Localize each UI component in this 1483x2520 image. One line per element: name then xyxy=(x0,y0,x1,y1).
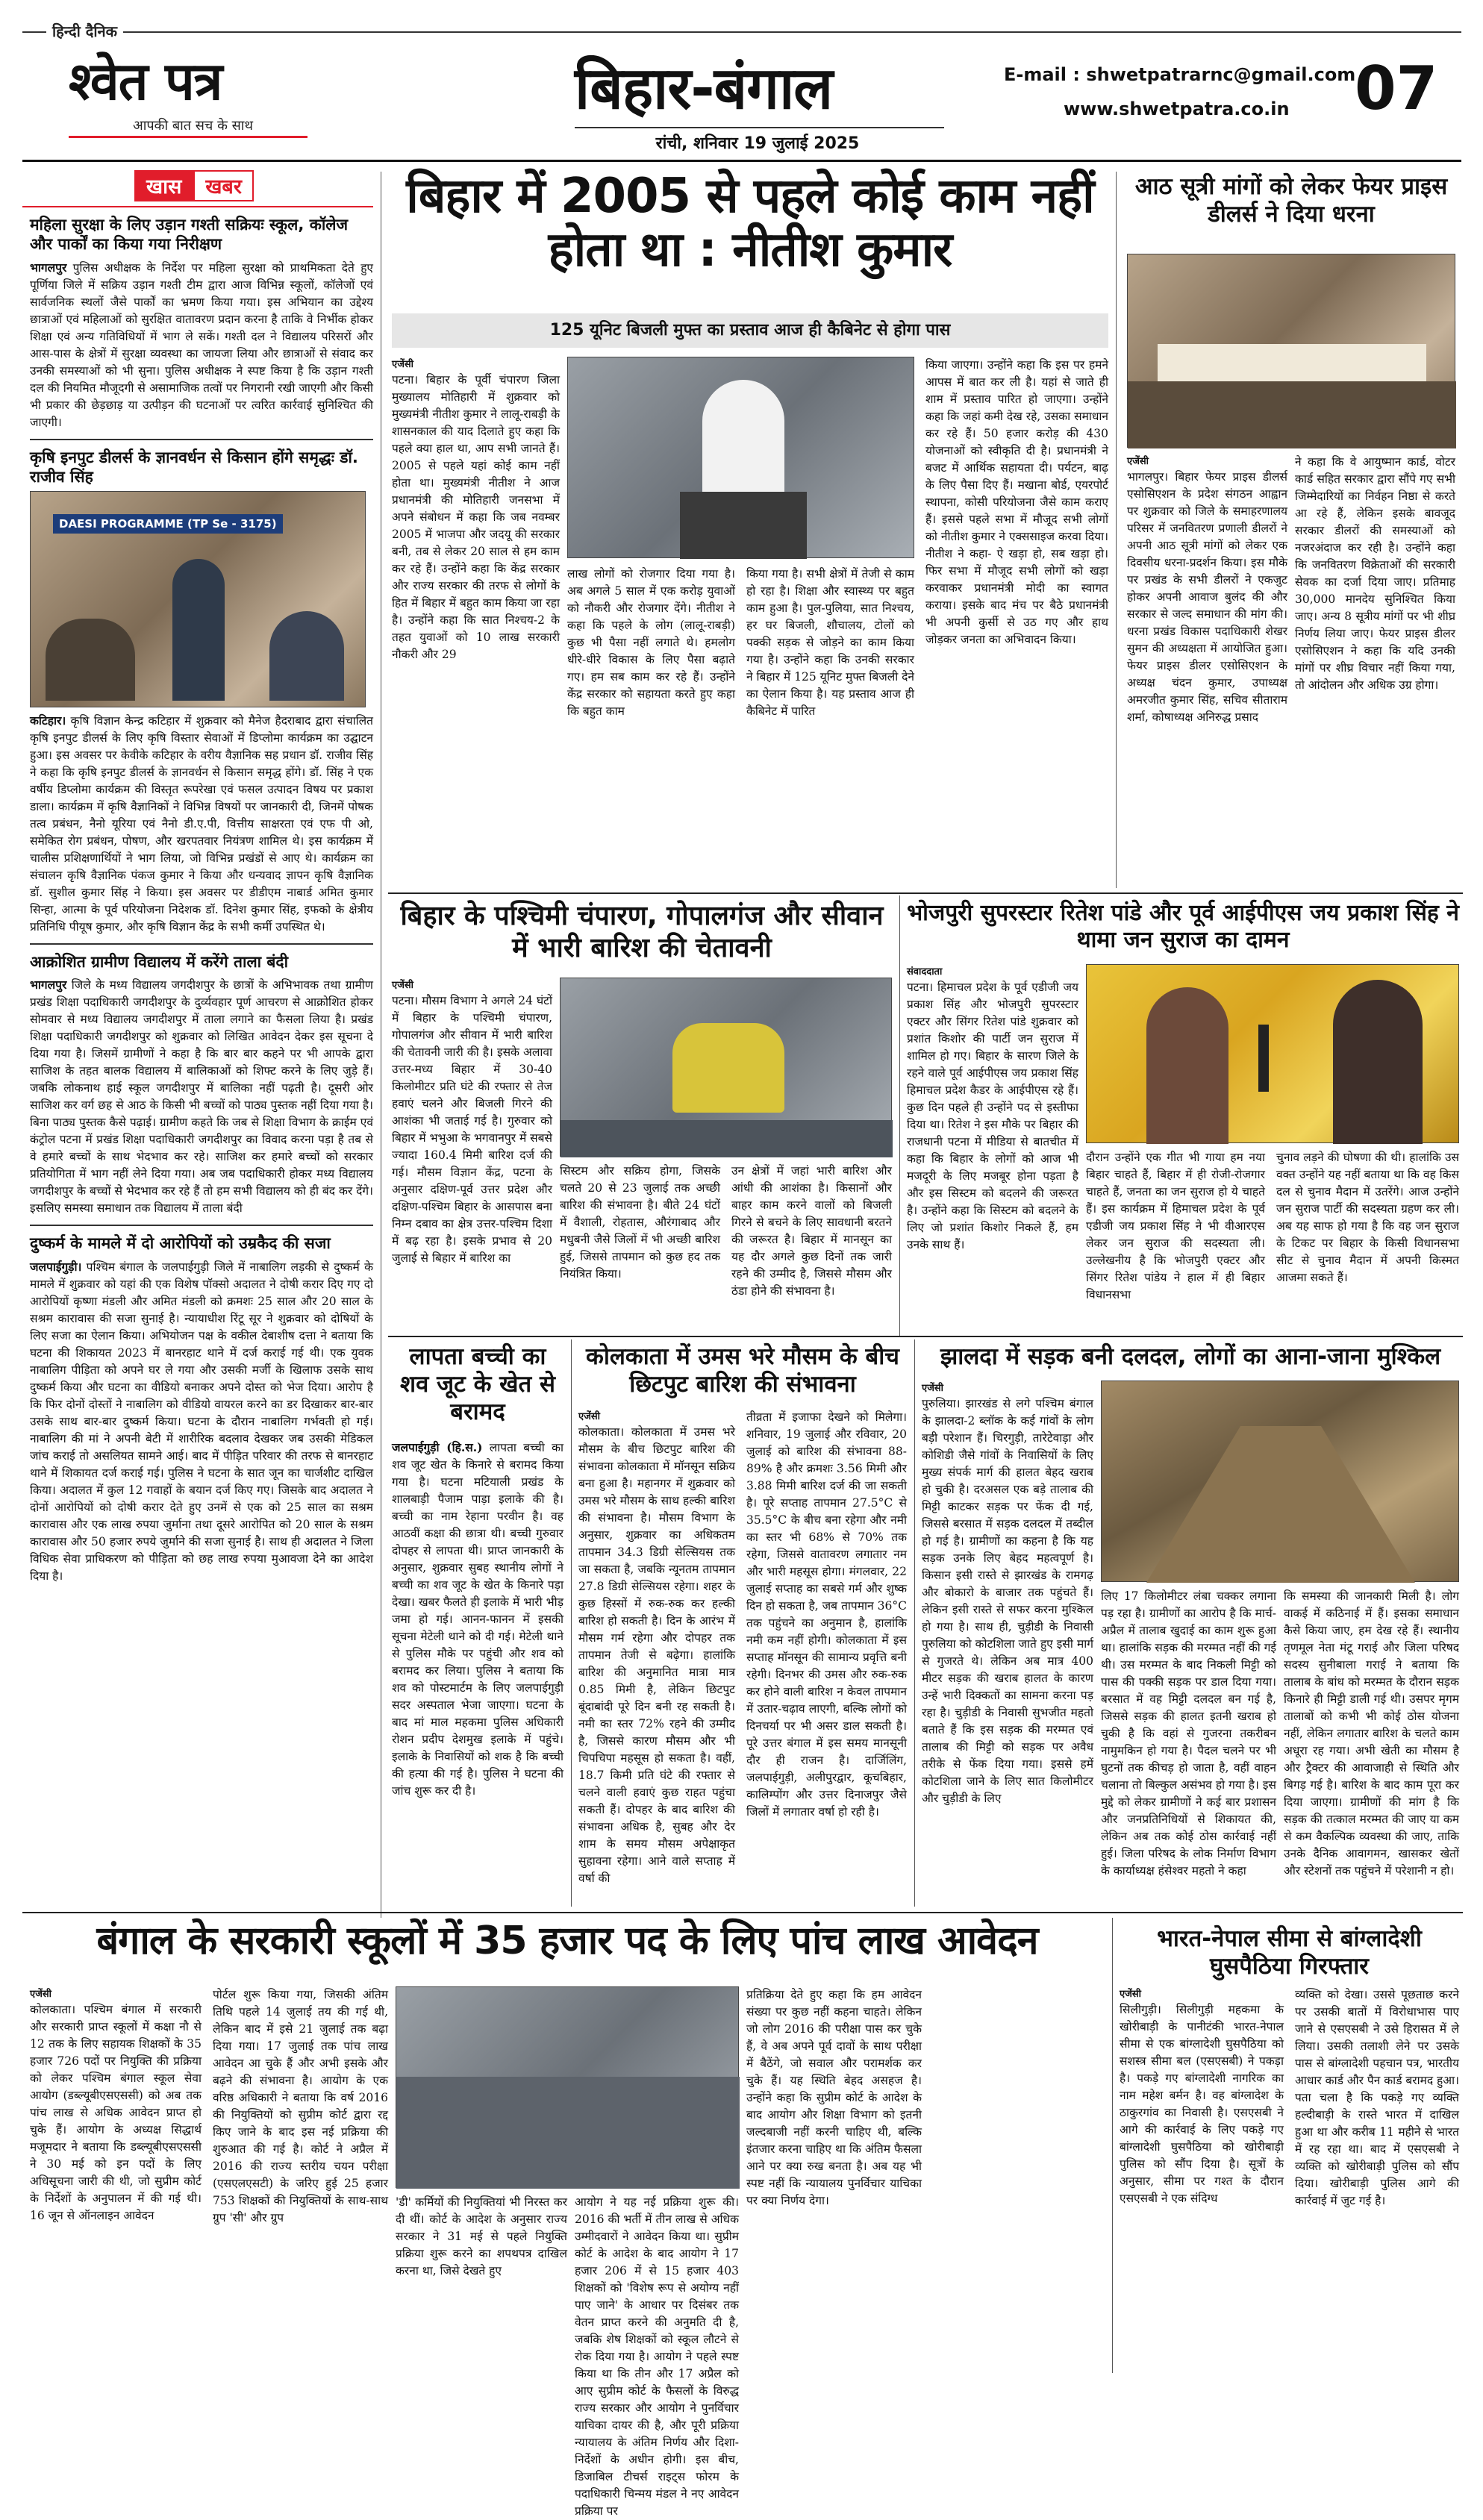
lead-photo-nitish xyxy=(567,357,914,558)
ritesh-photo xyxy=(1086,964,1459,1143)
lapata-headline: लापता बच्ची का शव जूट के खेत से बरामद xyxy=(400,1343,555,1426)
lead-col4 xyxy=(925,357,1108,887)
kolkata-col1 xyxy=(578,1409,735,1901)
ritesh-col1 xyxy=(907,964,1078,1330)
lapata-col xyxy=(392,1439,563,1901)
weather-right-divider xyxy=(899,895,900,1336)
weather-col2 xyxy=(560,1163,720,1328)
border-headline: भारत-नेपाल सीमा से बांग्लादेशी घुसपैठिया गिरफ्तार xyxy=(1157,1925,1422,1980)
ritesh-col1-text: पटना। हिमाचल प्रदेश के पूर्व एडीजी जय प्रकाश सिंह और भोजपुरी सुपरस्टार एक्टर और सिंगर रितेश पांडे शुक्रवार को प्रशांत किशोर की पार्टी जन सुराज में शामिल हो गए। बिहार के सारण जिले के रहने वाले पूर्व आईपीएस जय प्रकाश सिंह हिमाचल प्रदेश कैडर के आईपीएस रहे हैं। कुछ दिन पहले ही उन्होंने पद से इस्तीफा दिया था। रितेश ने इस मौके पर बिहार की राजधानी पटना में मीडिया से बातचीत में कहा कि बिहार के लोगों को आज भी मजदूरी के लिए मजबूर होना पड़ता है और इस सिस्टम को बदलने की जरूरत है। उन्होंने कहा कि सिस्टम को बदलने के लिए जो प्रशांत किशोर निकले हैं, हम उनके साथ हैं। xyxy=(907,981,1078,1251)
jhaldah-headline: झालदा में सड़क बनी दलदल, लोगों का आना-जाना मुश्किल xyxy=(940,1343,1441,1370)
page-number: 07 xyxy=(1355,54,1438,123)
weather-col1 xyxy=(392,978,552,1328)
kolkata-col2 xyxy=(746,1409,907,1901)
weather-photo-rain xyxy=(560,978,892,1157)
person-silhouette xyxy=(1333,980,1423,1144)
bengal-right-divider xyxy=(1112,1918,1113,2373)
ritesh-headline: भोजपुरी सुपरस्टार रितेश पांडे और पूर्व आईपीएस जय प्रकाश सिंह ने थामा जन सुराज का दामन xyxy=(907,900,1459,953)
agency: एजेंसी xyxy=(392,359,413,370)
row3-rule xyxy=(22,1912,1463,1913)
bengal-col2 xyxy=(213,1986,388,2374)
lead-right-divider xyxy=(1116,172,1117,888)
sidebar-story2-photo xyxy=(30,491,366,707)
weather-col1-text: पटना। मौसम विभाग ने अगले 24 घंटों में बिहार के पश्चिमी चंपारण, गोपालगंज और सीवान में भारी बारिश की चेतावनी जारी की है। इसके अलावा उत्तर-मध्य बिहार में 30-40 किलोमीटर प्रति घंटे की रफ्तार से तेज हवाएं चलने और बिजली गिरने की आशंका भी जताई गई है। गुरुवार को बिहार में भभुआ के भगवानपुर में सबसे ज्यादा 160.4 मिमी बारिश दर्ज की गई। मौसम विज्ञान केंद्र, पटना के अनुसार दक्षिण-पूर्व उत्तर प्रदेश और दक्षिण-पश्चिम बिहार के आसपास बना निम्न दबाव का क्षेत्र उत्तर-पश्चिम दिशा में बढ़ रहा है। इसके प्रभाव से 20 जुलाई से बिहार में बारिश का xyxy=(392,994,552,1265)
dateline: रांची, शनिवार 19 जुलाई 2025 xyxy=(655,134,860,153)
khas-khabar-label xyxy=(134,170,254,201)
sidebar-story2-headline: कृषि इनपुट डीलर्स के ज्ञानवर्धन से किसान होंगे समृद्धः डॉ. राजीव सिंह xyxy=(30,448,358,486)
masthead-top-rule xyxy=(22,31,1461,33)
agency: एजेंसी xyxy=(922,1383,943,1394)
fair-price-col2 xyxy=(1295,454,1455,887)
sidebar-story1-text: भागलपुर पुलिस अधीक्षक के निर्देश पर महिला सुरक्षा को प्राथमिकता देते हुए पूर्णिया जिले में सक्रिय उड़ान गश्ती टीम द्वारा आज विभिन्न स्कूलों, कॉलेजों एवं सार्वजनिक स्थलों जैसे पार्कों का भ्रमण किया गया। इस अभियान का उद्देश्य छात्राओं एवं महिलाओं को सुरक्षित वातावरण प्रदान करना है ताकि वे निर्भीक होकर शिक्षा एवं अन्य गतिविधियों में भाग ले सकें। गश्ती दल ने विद्यालय परिसरों और आस-पास के क्षेत्रों में सुरक्षा व्यवस्था का जायजा लिया और छात्राओं से संवाद कर उनकी समस्याओं को भी सुना। पुलिस अधीक्षक ने स्पष्ट किया है कि उड़ान गश्ती दल की नियमित मौजूदगी से असामाजिक तत्वों पर निगरानी रखी जाएगी और किसी भी प्रकार की छेड़छाड़ या उत्पीड़न की घटनाओं पर त्वरित कार्रवाई सुनिश्चित की जाएगी। xyxy=(30,260,373,429)
bengal-photo-crowd xyxy=(396,1986,739,2188)
kolkata-col1-text: कोलकाता। कोलकाता में उमस भरे मौसम के बीच छिटपुट बारिश की संभावना कोलकाता में मॉनसून सक्रिय बना हुआ है। महानगर में शुक्रवार को उमस भरे मौसम के साथ हल्की बारिश की संभावना है। मौसम विभाग के अनुसार, शुक्रवार का अधिकतम तापमान 34.3 डिग्री सेल्सियस तक जा सकता है, जबकि न्यूनतम तापमान 27.8 डिग्री सेल्सियस रहेगा। शहर के कुछ हिस्सों में रुक-रुक कर हल्की बारिश हो सकती है। दिन के आरंभ में मौसम गर्म रहेगा और दोपहर तक तापमान तेजी से बढ़ेगा। हालांकि बारिश की अनुमानित मात्रा मात्र 0.85 मिमी है, लेकिन छिटपुट बूंदाबांदी पूरे दिन बनी रह सकती है। नमी का स्तर 72% रहने की उम्मीद है, जिससे कारण मौसम और भी चिपचिपा महसूस हो सकता है। वहीं, 18.7 किमी प्रति घंटे की रफ्तार से चलने वाली हवाएं कुछ राहत पहुंचा सकती हैं। दोपहर के बाद बारिश की संभावना अधिक है, सुबह और देर शाम के समय मौसम अपेक्षाकृत सुहावना रहेगा। आने वाले सप्ताह में वर्षा की xyxy=(578,1425,735,1885)
jhaldah-col3 xyxy=(1284,1588,1459,1901)
email-text[interactable]: E-mail : shwetpatrarnc@gmail.com xyxy=(1004,64,1356,85)
agency: एजेंसी xyxy=(1120,1989,1141,2000)
website-text[interactable]: www.shwetpatra.co.in xyxy=(1064,99,1290,119)
lead-headline: बिहार में 2005 से पहले कोई काम नहीं होता था : नीतीश कुमार xyxy=(406,169,1094,278)
row2-rule xyxy=(388,1336,1463,1337)
khabar-label: खबर xyxy=(193,170,254,201)
audience-silhouette xyxy=(46,619,135,701)
lead-subhead: 125 यूनिट बिजली मुफ्त का प्रस्ताव आज ही कैबिनेट से होगा पास xyxy=(392,313,1108,348)
lead-col3-text: किया गया है। सभी क्षेत्रों में तेजी से काम हो रहा है। शिक्षा और स्वास्थ्य पर बहुत काम हुआ है। पुल-पुलिया, सात निश्चय, हर घर बिजली, शौचालय, टोलों को पक्की सड़क से जोड़ने का काम किया गया है। उन्होंने कहा कि उनकी सरकार ने बिहार में 125 यूनिट मुफ्त बिजली देने का ऐलान किया है। यह प्रस्ताव आज ही कैबिनेट में पारित xyxy=(746,567,914,718)
masthead xyxy=(0,0,1483,164)
edition-title: बिहार-बंगाल xyxy=(575,55,833,122)
autorickshaw-shape xyxy=(672,1023,784,1113)
agency: संवाददाता xyxy=(907,966,943,978)
jhaldah-col2 xyxy=(1101,1588,1276,1901)
road-shape xyxy=(561,1120,893,1157)
border-col1-text: सिलीगुड़ी। सिलीगुड़ी महकमा के खोरीबाड़ी के पानीटंकी भारत-नेपाल सीमा से एक बांग्लादेशी घुसपैठिया को सशस्त्र सीमा बल (एसएसबी) ने पकड़ा है। पकड़े गए बांग्लादेशी नागरिक का नाम महेश बर्मन है। वह बांग्लादेश के ठाकुरगांव का निवासी है। एसएसबी ने आगे की कार्रवाई के लिए पकड़े गए बांग्लादेशी घुसपैठिया को खोरीबाड़ी पुलिस को सौंप दिया है। सूत्रों के अनुसार, सीमा पर गश्त के दौरान एसएसबी ने एक संदिग्ध xyxy=(1120,2003,1284,2205)
audience-silhouette xyxy=(269,611,344,701)
fair-price-col1 xyxy=(1127,454,1287,887)
sidebar-column xyxy=(30,210,373,1904)
lead-col1 xyxy=(392,357,560,887)
mud-track-shape xyxy=(1146,1426,1415,1583)
lead-col4-text: किया जाएगा। उन्होंने कहा कि इस पर हमने आपस में बात कर ली है। यहां से जाते ही शाम में प्रस्ताव पारित हो जाएगा। उन्होंने कहा कि जहां कमी देख रहे, उसका समाधान कर रहे हैं। 50 हजार करोड़ की 430 योजनाओं को स्वीकृति दी है। प्रधानमंत्री ने बजट में आर्थिक सहायता दी। पर्यटन, बाढ़ के लिए पैसा दिए हैं। मखाना बोर्ड, एयरपोर्ट स्थापना, कोसी परियोजना जैसे काम कराए हैं। इससे पहले सभा में मौजूद सभी लोगों को नीतीश कुमार ने एक्ससाइज करवा दिया। नीतीश ने कहा- ऐ खड़ा हो, सब खड़ा हो। फिर सभा में मौजूद सभी लोगों को खड़ा करवाकर प्रधानमंत्री मोदी का स्वागत कराया। इसके बाद मंच पर बैठे प्रधानमंत्री भी अपनी कुर्सी से उठ गए और हाथ जोड़कर जनता का अभिवादन किया। xyxy=(925,358,1108,646)
agency: एजेंसी xyxy=(30,1989,51,2000)
crowd-shape xyxy=(1128,381,1456,448)
ritesh-col3-text: चुनाव लड़ने की घोषणा की थी। हालांकि उस वक्त उन्होंने यह नहीं बताया था कि वह किस दल से चुनाव मैदान में उतरेंगे। आज उन्होंने जन सुराज पार्टी की सदस्यता ग्रहण कर ली। अब यह साफ हो गया है कि वह जन सुराज के टिकट पर बिहार के किसी विधानसभा सीट से चुनाव मैदान में अपनी किस्मत आजमा सकते हैं। xyxy=(1276,1151,1460,1284)
paper-name: श्वेत पत्र xyxy=(69,51,222,112)
ritesh-col2-text: दौरान उन्होंने एक गीत भी गाया हम नया बिहार चाहते हैं, बिहार में ही रोजी-रोजगार चाहते हैं, जनता का जन सुराज हो ये चाहते हैं। इस कार्यक्रम में हिमाचल प्रदेश के पूर्व एडीजी जय प्रकाश सिंह ने भी वीआरएस लेकर जन सुराज की सदस्यता ली। उल्लेखनीय है कि भोजपुरी एक्टर और सिंगर रितेश पांडेय ने हाल में ही बिहार विधानसभा xyxy=(1086,1151,1265,1301)
lead-col2 xyxy=(567,566,735,887)
jhaldah-photo-road xyxy=(1101,1381,1459,1582)
masthead-bottom-rule xyxy=(22,160,1461,162)
kolkata-headline: कोलकाता में उमस भरे मौसम के बीच छिटपुट बारिश की संभावना xyxy=(586,1343,899,1398)
fair-price-col1-text: भागलपुर। बिहार फेयर प्राइस डीलर्स एसोसिएशन के प्रदेश संगठन आह्वान पर शुक्रवार को जिले के समाहरणालय परिसर में जनवितरण प्रणाली डीलरों ने अपनी आठ सूत्री मांगों को लेकर एक दिवसीय धरना-प्रदर्शन किया। इस मौके पर प्रखंड के सभी डीलरों ने एकजुट होकर अपनी आवाज बुलंद की और सरकार से जल्द समाधान की मांग की। धरना प्रखंड विकास पदाधिकारी शेखर सुमन की अध्यक्षता में आयोजित हुआ। फेयर प्राइस डीलर एसोसिएशन के अध्यक्ष चंदन कुमार, उपाध्यक्ष अमरजीत कुमार सिंह, सचिव सीताराम शर्मा, कोषाध्यक्ष अनिरुद्ध प्रसाद xyxy=(1127,470,1287,724)
agency: एजेंसी xyxy=(392,980,413,991)
fair-price-col2-text: ने कहा कि वे आयुष्मान कार्ड, वोटर कार्ड सहित सरकार द्वारा सौंपे गए सभी जिम्मेदारियों का निर्वहन निष्ठा से करते आ रहे हैं, लेकिन इसके बावजूद सरकार डीलरों की समस्याओं को नजरअंदाज कर रही है। उन्होंने कहा कि जनवितरण विक्रेताओं की सरकारी सेवक का दर्जा दिया जाए। प्रतिमाह 30,000 मानदेय सुनिश्चित किया जाए। अन्य 8 सूत्रीय मांगों पर भी शीघ्र निर्णय लिया जाए। फेयर प्राइस डीलर एसोसिएशन ने कहा कि यदि उनकी मांगों पर शीघ्र विचार नहीं किया गया, तो आंदोलन और अधिक उग्र होगा। xyxy=(1295,455,1455,692)
person-silhouette xyxy=(1146,987,1228,1144)
khas-label: खास xyxy=(134,170,193,201)
row1-rule xyxy=(388,892,1463,894)
lead-col2-text: लाख लोगों को रोजगार दिया गया है। अब अगले 5 साल में एक करोड़ युवाओं को नौकरी और रोजगार देंगे। नीतीश ने कहा कि पहले के लोग (लालू-राबड़ी) कुछ भी पैसा नहीं लगाते थे। हमलोग धीरे-धीरे विकास के लिए पैसा बढ़ाते गए। हम सब काम कर रहे हैं। उन्होंने केंद्र सरकार को सहायता करते हुए कहा कि बहुत काम xyxy=(567,567,735,718)
banner-shape xyxy=(1158,344,1426,381)
agency: एजेंसी xyxy=(1127,456,1149,467)
border-col1 xyxy=(1120,1986,1284,2374)
khas-khabar-rule xyxy=(22,206,373,207)
jhaldah-col2-text: लिए 17 किलोमीटर लंबा चक्कर लगाना पड़ रहा है। ग्रामीणों का आरोप है कि मार्च-अप्रैल में तालाब खुदाई का काम शुरू हुआ था। हालांकि सड़क की मरम्मत नहीं की गई थी। उस मरम्मत के बाद निकली मिट्टी को पास की पक्की सड़क पर डाल दिया गया। बरसात में वह मिट्टी दलदल बन गई है, जिससे सड़क की हालत इतनी खराब हो चुकी है कि वहां से गुजरना तकरीबन नामुमकिन हो गया है। पैदल चलने पर भी घुटनों तक कीचड़ हो जाता है, वहीं वाहन चलाना तो बिल्कुल असंभव हो गया है। इस मुद्दे को लेकर ग्रामीणों ने कई बार प्रशासन और जनप्रतिनिधियों से शिकायत की, लेकिन अब तक कोई ठोस कार्रवाई नहीं हुई। जिला परिषद के लोक निर्माण विभाग के कार्याध्यक्ष हंसेश्वर महतो ने कहा xyxy=(1101,1589,1277,1878)
jhaldah-col3-text: कि समस्या की जानकारी मिली है। लोग वाकई में कठिनाई में हैं। इसका समाधान कैसे किया जाए, हम देख रहे हैं। स्थानीय तृणमूल नेता मंटू गराई और जिला परिषद सदस्य सुनीबाला गराई ने बताया कि तालाब के बांध को मरम्मत के दौरान सड़क किनारे ही मिट्टी डाली गई थी। उसपर मृगम तालाबों को कभी भी कोई ठोस योजना नहीं, लेकिन लगातार बारिश के चलते काम अधूरा रह गया। अभी खेती का मौसम है और ट्रैक्टर की आवाजाही से स्थिति और बिगड़ गई है। बारिश के बाद काम पूरा कर दिया जाएगा। ग्रामीणों की मांग है कि सड़क की तत्काल मरम्मत की जाए या कम से कम वैकल्पिक व्यवस्था की जाए, ताकि उनके दैनिक आवागमन, खासकर खेतों और स्टेशनों तक पहुंचने में परेशानी न हो। xyxy=(1284,1589,1459,1878)
podium-shape xyxy=(680,492,807,559)
fair-price-photo xyxy=(1127,254,1455,448)
bengal-col3-text: आयोग ने यह नई प्रक्रिया शुरू की। 2016 की भर्ती में तीन लाख से अधिक उम्मीदवारों ने आवेदन किया था। सुप्रीम कोर्ट के आदेश के बाद आयोग ने 17 हजार 206 में से 15 हजार 403 शिक्षकों को 'विशेष रूप से अयोग्य नहीं पाए जाने' के आधार पर दिसंबर तक वेतन प्राप्त करने की अनुमति दी है, जबकि शेष शिक्षकों को स्कूल लौटने से रोक दिया गया है। आयोग ने पहले स्पष्ट किया था कि तीन और 17 अप्रैल को आए सुप्रीम कोर्ट के फैसलों के विरुद्ध राज्य सरकार और आयोग ने पुनर्विचार याचिका दायर की है, और पूरी प्रक्रिया न्यायालय के अंतिम निर्णय और दिशा-निर्देशों के अधीन होगी। इस बीच, डिजाबिल टीचर्स राइट्स फोरम के पदाधिकारी चिन्मय मंडल ने नए आवेदन प्रक्रिया पर xyxy=(575,2195,739,2518)
ritesh-col3 xyxy=(1276,1149,1459,1330)
divider xyxy=(30,943,373,945)
border-col2 xyxy=(1295,1986,1459,2374)
divider xyxy=(30,439,373,440)
sidebar-story4-headline: दुष्कर्म के मामले में दो आरोपियों को उम्रकैद की सजा xyxy=(30,1234,331,1253)
paper-tagline: आपकी बात सच के साथ xyxy=(133,118,253,134)
bengal-col2-text: पोर्टल शुरू किया गया, जिसकी अंतिम तिथि पहले 14 जुलाई तय की गई थी, लेकिन बाद में इसे 21 जुलाई तक बढ़ा दिया गया। 17 जुलाई तक पांच लाख आवेदन आ चुके हैं और अभी इसके और बढ़ने की संभावना है। आयोग के एक वरिष्ठ अधिकारी ने बताया कि वर्ष 2016 की नियुक्तियों को सुप्रीम कोर्ट द्वारा रद्द किए जाने के बाद इस नई प्रक्रिया की शुरुआत की गई है। कोर्ट ने अप्रैल में 2016 की राज्य स्तरीय चयन परीक्षा (एसएलएसटी) के जरिए हुई 25 हजार 753 शिक्षकों की नियुक्तियों के साथ-साथ ग्रुप 'सी' और ग्रुप xyxy=(213,1988,388,2224)
ritesh-col2 xyxy=(1086,1149,1265,1330)
sidebar-story1-headline: महिला सुरक्षा के लिए उड़ान गश्ती सक्रियः स्कूल, कॉलेज और पार्कों का किया गया निरीक्षण xyxy=(30,216,349,254)
weather-headline: बिहार के पश्चिमी चंपारण, गोपालगंज और सीवान में भारी बारिश की चेतावनी xyxy=(400,901,884,964)
bengal-col3 xyxy=(575,2194,739,2518)
bengal-col-under-photo xyxy=(396,2194,567,2374)
dateline-rule xyxy=(575,127,944,128)
lead-col3 xyxy=(746,566,914,887)
bengal-schools-headline: बंगाल के सरकारी स्कूलों में 35 हजार पद के लिए पांच लाख आवेदन xyxy=(96,1919,1038,1963)
bengal-photo-text: 'डी' कर्मियों की नियुक्तियां भी निरस्त कर दी थीं। कोर्ट के आदेश के अनुसार राज्य सरकार ने 31 मई से पहले नियुक्ति प्रक्रिया शुरू करने का शपथपत्र दाखिल करना था, जिसे देखते हुए xyxy=(396,2195,567,2277)
bengal-col4-text: प्रतिक्रिया देते हुए कहा कि हम आवेदन संख्या पर कुछ नहीं कहना चाहते। लेकिन जो लोग 2016 की परीक्षा पास कर चुके हैं, वे अब अपने पूर्व दावों के साथ परीक्षा में बैठेंगे, जो सवाल और परामर्शक कर चुके हैं। यह स्थिति बेहद असहज है। उन्होंने कहा कि सुप्रीम कोर्ट के आदेश के बाद आयोग और शिक्षा विभाग को इतनी जल्दबाजी नहीं करनी चाहिए थी, बल्कि इंतजार करना चाहिए था कि अंतिम फैसला आने पर क्या रुख बनता है। अब यह भी स्पष्ट नहीं कि न्यायालय पुनर्विचार याचिका पर क्या निर्णय देगा। xyxy=(746,1988,922,2207)
tagline-underline xyxy=(69,136,307,138)
jhaldah-col1-text: पुरुलिया। झारखंड से लगे पश्चिम बंगाल के झालदा-2 ब्लॉक के कई गांवों के लोग बड़ी परेशान हैं। चिरगुड़ी, तारेटेवाड़ा और कोशिडी जैसे गांवों के निवासियों के लिए मुख्य संपर्क मार्ग की हालत बेहद खराब हो चुकी है। दरअसल एक बड़े तालाब की मिट्टी काटकर सड़क पर फेंक दी गई, जिससे बरसात में सड़क दलदल में तब्दील हो गई है। ग्रामीणों का कहना है कि यह सड़क उनके लिए बेहद महत्वपूर्ण है। किसान इसी रास्ते से झारखंड के रामगढ़ और बोकारो के बाजार तक पहुंचते हैं। लेकिन इसी रास्ते से सफर करना मुश्किल हो गया है। साथ ही, चुड़ीडी के निवासी पुरुलिया को कोटशिला जाते हुए इसी मार्ग से गुजरते थे। लेकिन अब मात्र 400 मीटर सड़क की खराब हालत के कारण उन्हें भारी दिक्कतों का सामना करना पड़ रहा है। चुड़ीडी के निवासी सुभजीत महतो बताते हैं कि इस सड़क की मरम्मत एवं तालाब की मिट्टी को सड़क पर अवैध तरीके से फेंक दिया गया। इससे हमें कोटशिला जाने के लिए सात किलोमीटर और चुड़ीडी के लिए xyxy=(922,1397,1093,1805)
weather-col2-text: सिस्टम और सक्रिय होगा, जिसके चलते 20 से 23 जुलाई तक अच्छी बारिश की संभावना है। बीते 24 घंटों में वैशाली, रोहतास, औरंगाबाद और मधुबनी जैसे जिलों में भी अच्छी बारिश हुई, जिससे तापमान को कुछ हद तक नियंत्रित किया। xyxy=(560,1164,720,1281)
crowd-shape xyxy=(396,2077,740,2189)
weather-col3 xyxy=(731,1163,892,1328)
kolkata-col2-text: तीव्रता में इजाफा देखने को मिलेगा। शनिवार, 19 जुलाई और रविवार, 20 जुलाई को बारिश की संभावना 88-89% है और क्रमशः 3.56 मिमी और 3.88 मिमी बारिश दर्ज की जा सकती है। पूरे सप्ताह तापमान 27.5°C से 35.5°C के बीच बना रहेगा और नमी का स्तर भी 68% से 70% तक रहेगा, जिससे वातावरण लगातार नम और भारी महसूस होगा। मंगलवार, 22 जुलाई सप्ताह का सबसे गर्म और शुष्क दिन हो सकता है, जब तापमान 36°C तक पहुंचने का अनुमान है, हालांकि नमी कम नहीं होगी। कोलकाता में इस सप्ताह मॉनसून की सामान्य प्रवृत्ति बनी रहेगी। दिनभर की उमस और रुक-रुक कर होने वाली बारिश न केवल तापमान में उतार-चढ़ाव लाएगी, बल्कि लोगों को दिनचर्या पर भी असर डाल सकती है। पूरे उत्तर बंगाल में इस समय मानसूनी दौर ही राजन है। दार्जिलिंग, जलपाईगुड़ी, अलीपुरद्वार, कूचबिहार, कालिम्पोंग और उत्तर दिनाजपुर जैसे जिलों में लगातार वर्षा हो रही है। xyxy=(746,1410,907,1819)
bengal-col4 xyxy=(746,1986,922,2374)
photo-banner: DAESI PROGRAMME (TP Se - 3175) xyxy=(53,514,283,534)
divider xyxy=(30,1225,373,1226)
lead-col1-text: पटना। बिहार के पूर्वी चंपारण जिला मुख्यालय मोतिहारी में शुक्रवार को मुख्यमंत्री नीतीश कुमार ने लालू-राबड़ी के शासनकाल की याद दिलाते हुए कहा कि पहले क्या हाल था, आप सभी जानते हैं। 2005 से पहले यहां कोई काम नहीं होता था। मुख्यमंत्री नीतीश ने आज प्रधानमंत्री की मोतिहारी जनसभा में अपने संबोधन में कहा कि जब नवम्बर 2005 में भाजपा और जदयू की सरकार बनी, तब से लेकर 20 साल से हम काम कर रहे हैं। उन्होंने कहा कि केंद्र सरकार और राज्य सरकार की तरफ से लोगों के हित में बिहार में बहुत काम किया जा रहा है। उन्होंने कहा कि सात निश्चय-2 के तहत युवाओं को 10 लाख सरकारी नौकरी और 29 xyxy=(392,373,560,661)
sidebar-story2-text: कटिहार। कृषि विज्ञान केन्द्र कटिहार में शुक्रवार को मैनेज हैदराबाद द्वारा संचालित कृषि इनपुट डीलर्स के लिए कृषि विस्तार सेवाओं में डिप्लोमा कार्यक्रम का उद्घाटन हुआ। इस अवसर पर केवीके कटिहार के वरीय वैज्ञानिक सह प्रधान डॉ. राजीव सिंह ने कहा कि कृषि इनपुट डीलर्स के ज्ञानवर्धन से किसान समृद्ध होंगे। डॉ. सिंह ने एक वर्षीय डिप्लोमा कार्यक्रम की विस्तृत रूपरेखा एवं फसल उत्पादन विषय पर प्रकाश डाला। कार्यक्रम में कृषि वैज्ञानिकों ने विभिन्न विषयों पर जानकारी दी, जिनमें पोषक तत्व प्रबंधन, नैनो यूरिया एवं नैनो डी.ए.पी, वित्तीय साक्षरता एवं एफ पी ओ, समेकित रोग प्रबंधन, पोषण, और खरपतवार नियंत्रण शामिल थे। इस कार्यक्रम में चालीस प्रशिक्षणार्थियों ने भाग लिया, जो विभिन्न प्रखंडों से आए थे। कार्यक्रम का संचालन कृषि वैज्ञानिक पंकज कुमार ने किया और धन्यवाद ज्ञापन कृषि वैज्ञानिक डॉ. सुशील कुमार सिंह ने किया। इस अवसर पर डीडीएम नाबार्ड अमित कुमार सिन्हा, आत्मा के पूर्व परियोजना निदेशक डॉ. दिनेश कुमार सिंह, इफको के क्षेत्रीय प्रतिनिधि पीयूष कुमार, और कृषि विज्ञान केंद्र के सभी कर्मी उपस्थित थे। xyxy=(30,713,374,934)
microphone-shape xyxy=(1258,1025,1269,1092)
bengal-col1-text: कोलकाता। पश्चिम बंगाल में सरकारी और सरकारी प्राप्त स्कूलों में कक्षा नौ से 12 तक के लिए सहायक शिक्षकों के 35 हजार 726 पदों पर नियुक्ति की प्रक्रिया को लेकर पश्चिम बंगाल स्कूल सेवा आयोग (डब्ल्यूबीएसएससी) को अब तक पांच लाख से अधिक आवेदन प्राप्त हो चुके हैं। आयोग के अध्यक्ष सिद्धार्थ मजूमदार ने बताया कि डब्ल्यूबीएसएससी ने 30 मई को इन पदों के लिए अधिसूचना जारी की थी, जो सुप्रीम कोर्ट के निर्देशों के अनुपालन में की गई थी। 16 जून से ऑनलाइन आवेदन xyxy=(30,2003,202,2222)
sidebar-story3-headline: आक्रोशित ग्रामीण विद्यालय में करेंगे ताला बंदी xyxy=(30,953,289,971)
sidebar-story3-text: भागलपुर जिले के मध्य विद्यालय जगदीशपुर के छात्रों के अभिभावक तथा ग्रामीण प्रखंड शिक्षा पदाधिकारी जगदीशपुर के दुर्व्यवहार पूर्ण आचरण से आक्रोशित होकर सोमवार से मध्य विद्यालय जगदीशपुर में ताला लगाने का फैसला लिया है। प्रखंड शिक्षा पदाधिकारी जगदीशपुर को शुक्रवार को लिखित आवेदन देकर इस सूचना दे दिया गया है। जिसमें ग्रामीणों ने कहा है कि बार बार कहने पर भी आपके द्वारा साजिश के तहत बालक विद्यालय में बालिकाओं को शिफ्ट करने के लिए जुड़े हैं। जबकि लोकनाथ हाई स्कूल जगदीशपुर में बालिका नहीं पढ़ती है। दूसरी ओर साजिश कर वर्ग छह से आठ के किसी भी बच्चों को पाठ्य पुस्तक नहीं दिया गया है। बिना पाठ्य पुस्तक कैसे पढ़ाई। ग्रामीण कहते कि जब से शिक्षा विभाग के क्राईम एवं कंट्रोल पटना में प्रखंड शिक्षा पदाधिकारी जगदीशपुर का विवाद करना पड़ा है तब से वे हमारे बच्चों के साथ भेदभाव कर रहे। साजिश कर हमारे बच्चों को सरकार प्रतियोगिता में भाग नहीं लेने दिया गया। अब जब पदाधिकारी होकर मध्य विद्यालय जगदीशपुर के बच्चों से भेदभाव कर रहे हैं तो हम सभी विद्यालय को ही बंद कर देंगे। इसलिए समस्या समाधान तक विद्यालय में ताला बंदी xyxy=(30,978,373,1216)
paper-tag: हिन्दी दैनिक xyxy=(46,21,123,41)
lapata-right-divider xyxy=(571,1339,572,1907)
speaker-silhouette xyxy=(172,559,225,701)
sidebar-story1-dateline: भागलपुर xyxy=(30,260,67,275)
border-col2-text: व्यक्ति को देखा। उससे पूछताछ करने पर उसकी बातों में विरोधाभास पाए जाने से एसएसबी ने उसे हिरासत में ले लिया। उसकी तलाशी लेने पर उसके पास से बांग्लादेशी पहचान पत्र, भारतीय आधार कार्ड और पैन कार्ड बरामद हुआ। पता चला है कि पकड़े गए व्यक्ति हल्दीबाड़ी के रास्ते भारत में दाखिल हुआ था और करीब 11 महीने से भारत में रह रहा था। बाद में एसएसबी ने व्यक्ति को खोरीबाड़ी पुलिस को सौंप दिया। खोरीबाड़ी पुलिस आगे की कार्रवाई में जुट गई है। xyxy=(1295,1988,1459,2207)
lapata-text: जलपाईगुड़ी (हि.स.) लापता बच्ची का शव जूट खेत के किनारे से बरामद किया गया है। घटना मटियाली प्रखंड के शालबाड़ी पैजाम पाड़ा इलाके की है। बच्ची का नाम रेहाना परवीन है। वह आठवीं कक्षा की छात्रा थी। बच्ची गुरुवार दोपहर से लापता थी। प्राप्त जानकारी के अनुसार, शुक्रवार सुबह स्थानीय लोगों ने बच्ची का शव जूट के खेत के किनारे पड़ा देखा। खबर फैलते ही इलाके में भारी भीड़ जमा हो गई। आनन-फानन में इसकी सूचना मेटेली थाने को दी गई। मेटेली थाने से पुलिस मौके पर पहुंची और शव को बरामद कर लिया। पुलिस ने बताया कि शव को पोस्टमार्टम के लिए जलपाईगुड़ी सदर अस्पताल भेजा जाएगा। घटना के बाद मां माल महकमा पुलिस अधिकारी रोशन प्रदीप देशमुख इलाके में पहुंचे। इलाके के निवासियों को शक है कि बच्ची की हत्या की गई है। पुलिस ने घटना की जांच शुरू कर दी है। xyxy=(392,1440,563,1798)
fair-price-headline: आठ सूत्री मांगों को लेकर फेयर प्राइस डीलर्स ने दिया धरना xyxy=(1134,173,1448,228)
weather-col3-text: उन क्षेत्रों में जहां भारी बारिश और आंधी की आशंका है। किसानों और बाहर काम करने वालों को बिजली गिरने से बचने के लिए सावधानी बरतने की जरूरत है। बिहार में मानसून का यह दौर अगले कुछ दिनों तक जारी रहने की उम्मीद है, जिससे मौसम और ठंडा होने की संभावना है। xyxy=(731,1164,892,1298)
kolkata-right-divider xyxy=(914,1339,915,1907)
agency: एजेंसी xyxy=(578,1411,600,1422)
jhaldah-col1 xyxy=(922,1381,1093,1903)
sidebar-story4-text: जलपाईगुड़ी। पश्चिम बंगाल के जलपाईगुड़ी जिले में नाबालिग लड़की से दुष्कर्म के मामले में शुक्रवार को यहां की एक विशेष पॉक्सो अदालत ने दोषी करार दिए गए दो आरोपियों कृष्णा मंडली और अमित मंडली को क्रमशः 25 साल और 20 साल के सश्रम कारावास की सजा सुनाई है। न्यायाधीश रिंटू सूर ने शुक्रवार को दोषियों के लिए सजा का ऐलान किया। अभियोजन पक्ष के वकील देबाशीष दत्ता ने बताया कि घटना की शिकायत 2023 में बानरहाट थाने में दर्ज कराई गई थी। एक युवक नाबालिग पीड़िता को अपने घर ले गया और उसकी मर्जी के खिलाफ उसके साथ दुष्कर्म किया और घटना का वीडियो बनाकर अपने दोस्त को भेज दिया। आरोप है कि फिर दोनों दोस्तों ने नाबालिग को वीडियो वायरल करने का डर दिखाकर बार-बार उसके साथ बार-बार दुष्कर्म किया। घटना के दौरान नाबालिग गर्भवती हो गई। नाबालिग की मां ने अपनी बेटी में शारीरिक बदलाव देखकर जब उसकी मेडिकल जांच कराई तो असलियत सामने आई। बाद में पीड़ित परिवार की तरफ से बानरहाट थाने में शिकायत दर्ज कराई गई। पुलिस ने घटना के सात जून का चार्जशीट दाखिल किया। अदालत में कुल 12 गवाहों के बयान दर्ज किए गए। जिसके बाद अदालत ने दोनों आरोपियों को दोषी करार देते हुए उनमें से एक को 25 साल का सश्रम कारावास और एक लाख रुपया जुर्माना तथा दूसरे आरोपित को 20 साल के सश्रम कारावास और 50 हजार रुपये जुर्माने की सजा सुनाई है। साथ ही अदालत ने जिला विधिक सेवा प्राधिकरण को पीड़िता को छह लाख रुपया मुआवजा देने का आदेश दिया है। xyxy=(30,1259,373,1583)
bengal-col1 xyxy=(30,1986,202,2374)
